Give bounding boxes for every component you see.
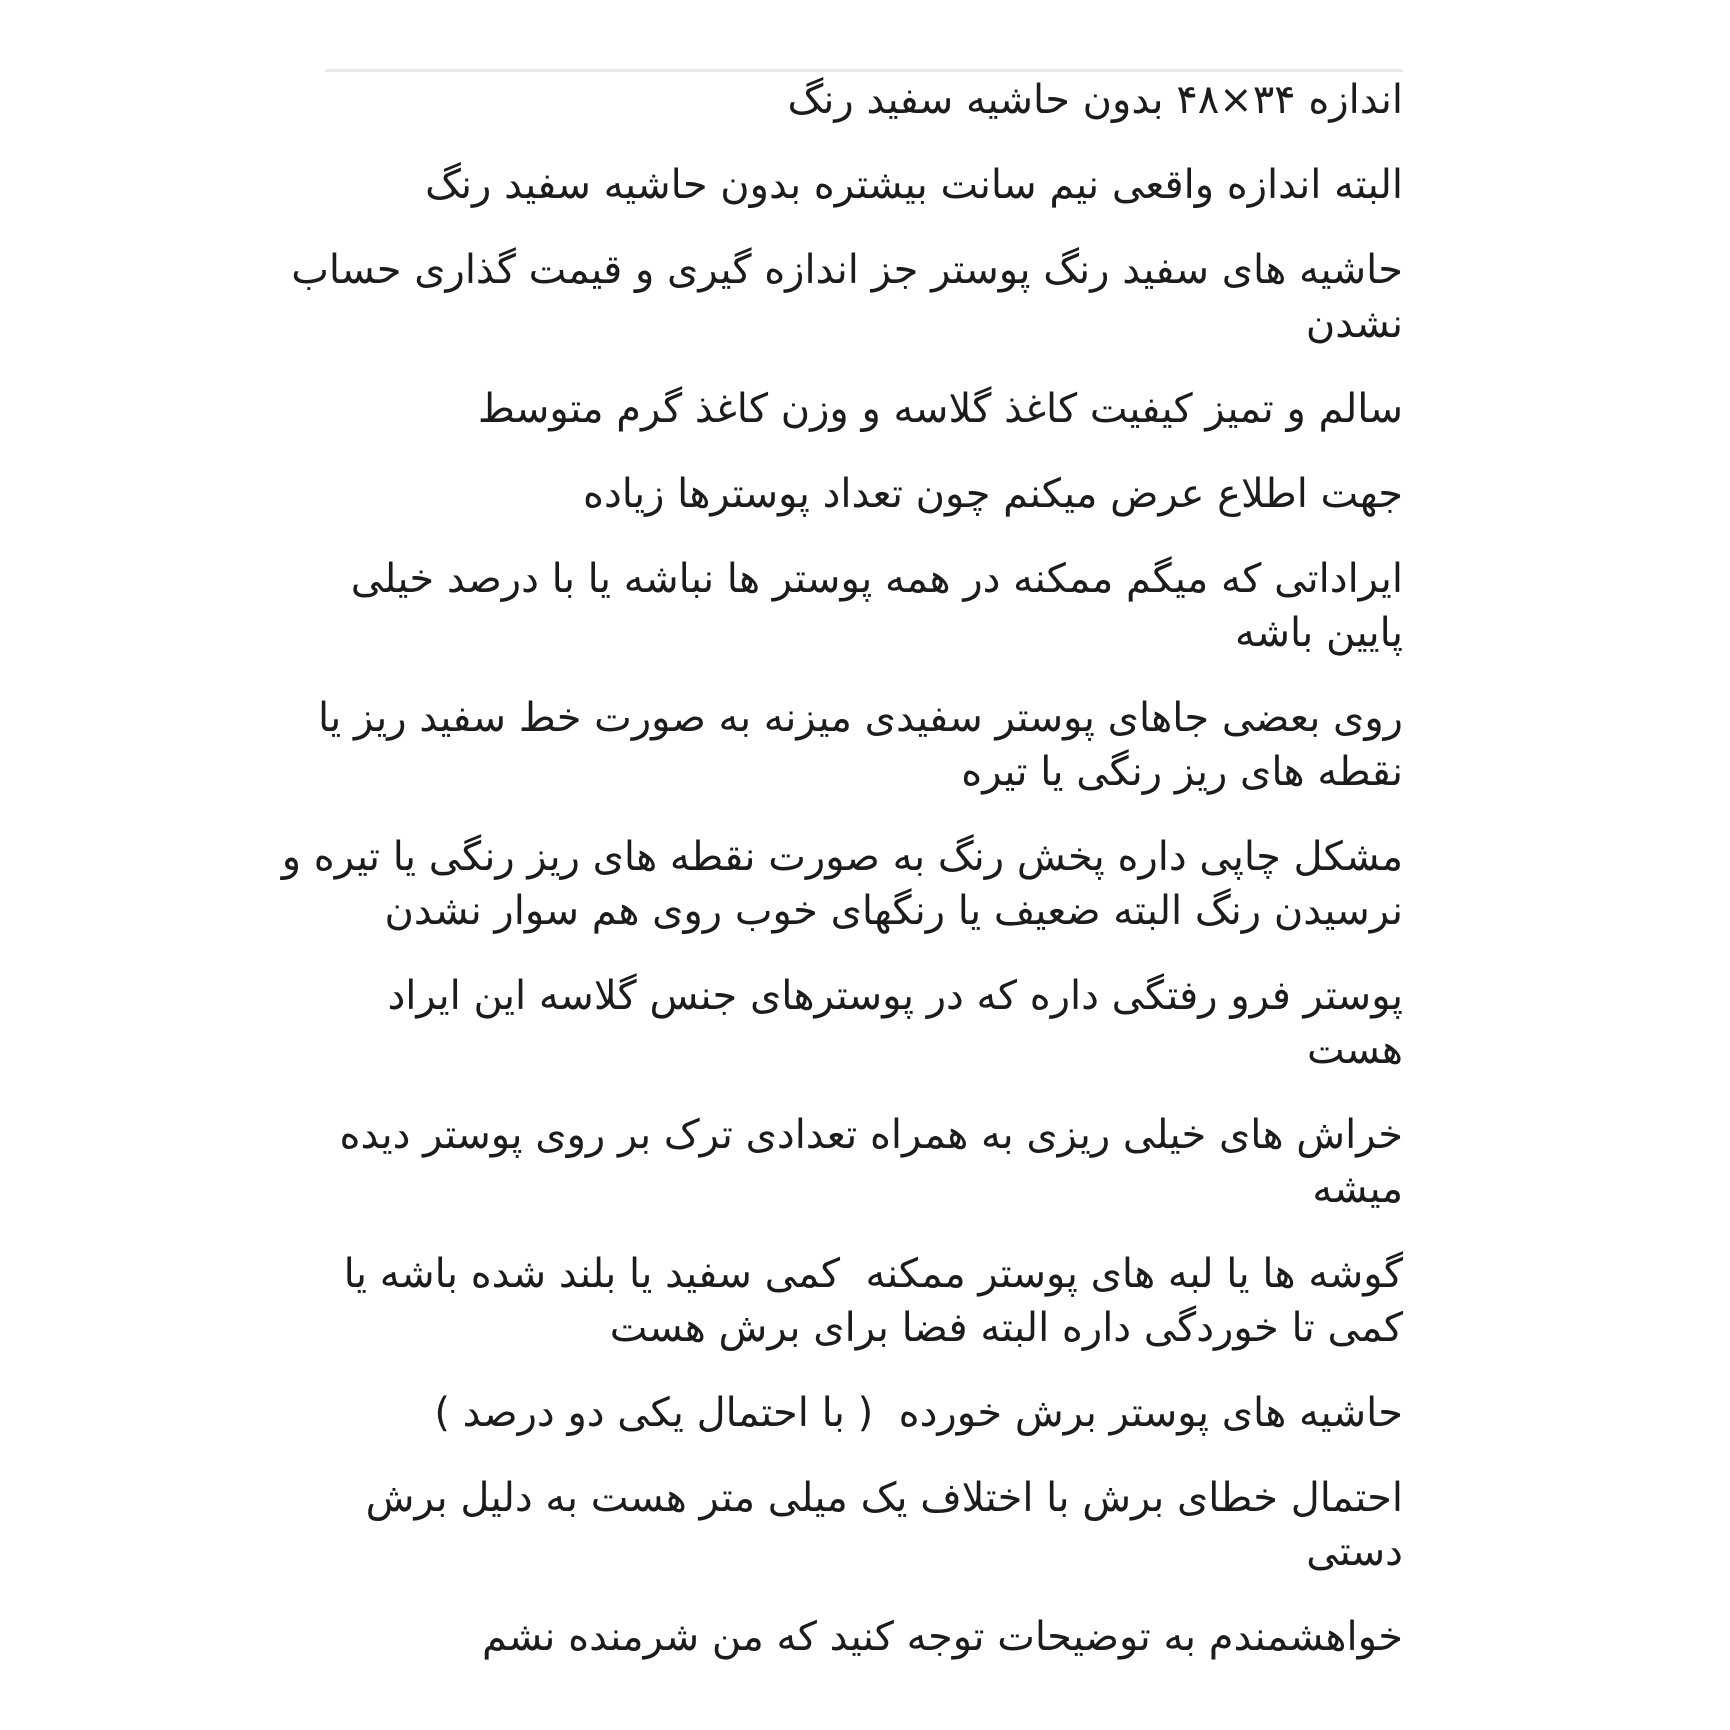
description-line: خراش های خیلی ریزی به همراه تعدادی ترک بر روی پوستر دیده bbox=[339, 1112, 1403, 1158]
description-paragraph bbox=[325, 382, 1403, 436]
description-line: هست bbox=[1306, 1027, 1403, 1073]
description-line: دستی bbox=[1306, 1529, 1403, 1575]
description-line: سالم و تمیز کیفیت کاغذ گلاسه و وزن کاغذ گرم متوسط bbox=[477, 386, 1403, 432]
description-paragraph bbox=[325, 552, 1403, 660]
description-line: جهت اطلاع عرض میکنم چون تعداد پوسترها زیاده bbox=[583, 471, 1403, 517]
description-paragraph bbox=[325, 467, 1403, 521]
description-paragraph bbox=[325, 1610, 1403, 1664]
description-line: البته اندازه واقعی نیم سانت بیشتره بدون حاشیه سفید رنگ bbox=[425, 162, 1403, 208]
description-line: روی بعضی جاهای پوستر سفیدی میزنه به صورت خط سفید ریز یا bbox=[317, 695, 1403, 741]
description-line: حاشیه های پوستر برش خورده ( با احتمال یکی دو درصد ) bbox=[434, 1390, 1403, 1436]
description-line: نشدن bbox=[1305, 301, 1403, 347]
description-line: کمی تا خوردگی داره البته فضا برای برش هست bbox=[609, 1305, 1403, 1351]
description-paragraph bbox=[325, 969, 1403, 1077]
description-line: نرسیدن رنگ البته ضعیف یا رنگهای خوب روی هم سوار نشدن bbox=[384, 888, 1403, 934]
description-line: نقطه های ریز رنگی یا تیره bbox=[961, 749, 1403, 795]
description-text bbox=[281, 73, 1403, 1695]
description-line: ایراداتی که میگم ممکنه در همه پوستر ها نباشه یا با درصد خیلی bbox=[350, 556, 1403, 602]
description-paragraph bbox=[325, 73, 1403, 127]
description-line: پایین باشه bbox=[1235, 610, 1403, 656]
description-line: حاشیه های سفید رنگ پوستر جز اندازه گیری و قیمت گذاری حساب bbox=[291, 247, 1403, 293]
description-line: اندازه ۳۴×۴۸ بدون حاشیه سفید رنگ bbox=[787, 77, 1403, 123]
description-paragraph bbox=[291, 243, 1403, 351]
description-paragraph bbox=[325, 158, 1403, 212]
description-paragraph bbox=[325, 1108, 1403, 1216]
description-line: خواهشمندم به توضیحات توجه کنید که من شرمنده نشم bbox=[481, 1614, 1403, 1660]
content-divider bbox=[325, 69, 1403, 72]
description-paragraph bbox=[325, 1471, 1403, 1579]
description-line: مشکل چاپی داره پخش رنگ به صورت نقطه های ریز رنگی یا تیره و bbox=[281, 834, 1403, 880]
description-paragraph bbox=[325, 1386, 1403, 1440]
description-line: میشه bbox=[1312, 1166, 1403, 1212]
description-line: پوستر فرو رفتگی داره که در پوسترهای جنس گلاسه این ایراد bbox=[387, 973, 1403, 1019]
description-paragraph bbox=[325, 1247, 1403, 1355]
description-paragraph bbox=[281, 830, 1403, 938]
description-line: احتمال خطای برش با اختلاف یک میلی متر هست به دلیل برش bbox=[365, 1475, 1403, 1521]
description-paragraph bbox=[317, 691, 1403, 799]
description-line: گوشه ها یا لبه های پوستر ممکنه کمی سفید یا بلند شده باشه یا bbox=[343, 1251, 1403, 1297]
